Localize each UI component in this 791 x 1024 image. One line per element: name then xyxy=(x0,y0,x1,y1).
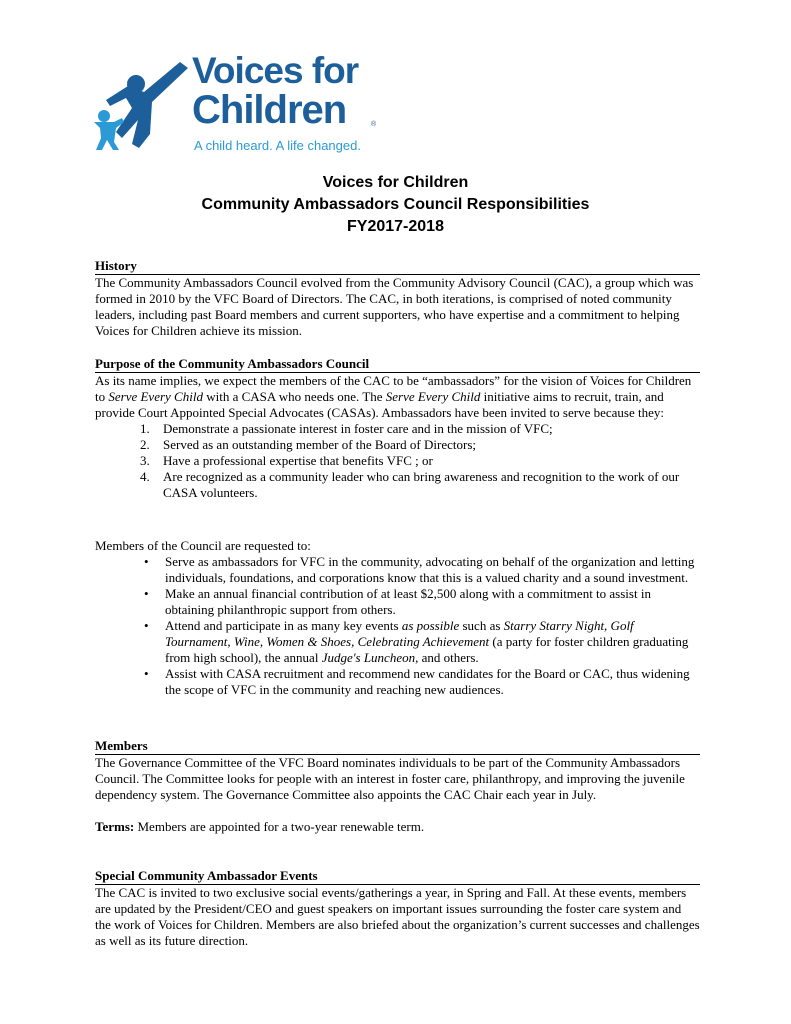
serve-every-child-phrase: Serve Every Child xyxy=(108,389,203,404)
list-item xyxy=(95,554,700,586)
purpose-text: initiative aims to recruit, train, and provide Court Appointed Special Advocates (CASAs). Ambassadors have been invited to serve because they: xyxy=(95,389,664,420)
list-item-text: Are recognized as a community leader who can bring awareness and recognition to the work of our CASA volunteers. xyxy=(163,469,680,500)
members-heading: Members xyxy=(95,738,700,755)
list-item xyxy=(95,666,700,698)
list-item-text: Have a professional expertise that benefits VFC ; or xyxy=(163,453,433,468)
terms-paragraph xyxy=(95,819,700,835)
purpose-text: with a CASA who needs one. The xyxy=(202,389,386,404)
vfc-logo xyxy=(92,52,392,152)
registered-mark: ® xyxy=(371,121,377,128)
purpose-heading: Purpose of the Community Ambassadors Council xyxy=(95,356,700,373)
terms-label: Terms: xyxy=(95,819,135,834)
requests-section xyxy=(95,538,700,698)
spacer xyxy=(95,803,700,819)
list-item xyxy=(95,586,700,618)
list-number: 2. xyxy=(140,437,150,452)
list-item-text xyxy=(165,618,688,665)
list-item xyxy=(95,618,700,666)
bullet-icon: • xyxy=(144,666,149,681)
events-section xyxy=(95,868,700,949)
list-item xyxy=(95,469,700,501)
history-paragraph: The Community Ambassadors Council evolved from the Community Advisory Council (CAC), a group which was formed in 2010 by the VFC Board of Directors. The CAC, in both iterations, is comprised of noted community leaders, including past Board members and current supporters, who have expertise and a commitment to helping Voices for Children achieve its mission. xyxy=(95,275,694,338)
event-names: Starry Starry Night, Golf Tournament, Wine, Women & Shoes, Celebrating Achievement xyxy=(165,618,634,649)
children-figures-icon xyxy=(92,58,202,150)
bullet-icon: • xyxy=(144,618,149,633)
bullet-icon: • xyxy=(144,554,149,569)
purpose-section xyxy=(95,356,700,501)
list-item xyxy=(95,453,700,469)
list-number: 1. xyxy=(140,421,150,436)
purpose-text: As its name implies, we expect the members of the CAC to be “ambassadors” for the vision of Voices for Children to xyxy=(95,373,692,404)
list-number: 3. xyxy=(140,453,150,468)
list-item-text: Make an annual financial contribution of at least $2,500 along with a commitment to assist in obtaining philanthropic support from others. xyxy=(165,586,651,617)
list-number: 4. xyxy=(140,469,150,484)
bullet-icon: • xyxy=(144,586,149,601)
list-item-text: Demonstrate a passionate interest in foster care and in the mission of VFC; xyxy=(163,421,553,436)
history-heading: History xyxy=(95,258,700,275)
event-name: Judge's Luncheon xyxy=(321,650,416,665)
list-item-text: Serve as ambassadors for VFC in the community, advocating on behalf of the organization and letting individuals, foundations, and corporations know that this is a valued charity and a sound investment. xyxy=(165,554,695,585)
list-item-text: Served as an outstanding member of the Board of Directors; xyxy=(163,437,476,452)
purpose-paragraph xyxy=(95,373,700,421)
list-item xyxy=(95,437,700,453)
serve-every-child-phrase: Serve Every Child xyxy=(385,389,481,404)
org-title: Voices for Children xyxy=(322,174,469,191)
events-heading: Special Community Ambassador Events xyxy=(95,868,700,885)
qualifications-list xyxy=(95,421,700,501)
logo-wordmark-line2: Children xyxy=(192,88,347,132)
events-paragraph: The CAC is invited to two exclusive social events/gatherings a year, in Spring and Fall. At these events, members are updated by the President/CEO and guest speakers on important issues surrounding the foster care system and the work of Voices for Children. Members are also briefed about the organization’s current successes and challenges as well as its future direction. xyxy=(95,885,700,948)
italic-run: as possible xyxy=(401,618,460,633)
logo-wordmark-line1: Voices for xyxy=(192,50,359,91)
members-paragraph: The Governance Committee of the VFC Board nominates individuals to be part of the Community Ambassadors Council. The Committee looks for people with an interest in foster care, philanthropy, and improving the juvenile dependency system. The Governance Committee also appoints the CAC Chair each year in July. xyxy=(95,755,685,802)
requests-list xyxy=(95,554,700,698)
text-run: such as xyxy=(459,618,504,633)
requests-intro: Members of the Council are requested to: xyxy=(95,538,311,553)
text-run: , and others. xyxy=(415,650,479,665)
fiscal-year: FY2017-2018 xyxy=(347,218,444,235)
list-item xyxy=(95,421,700,437)
text-run: Attend and participate in as many key events xyxy=(165,618,402,633)
text-run: (a party for foster children graduating from high school), the annual xyxy=(165,634,689,665)
document-title: Community Ambassadors Council Responsibilities xyxy=(201,196,590,213)
logo-tagline: A child heard. A life changed. xyxy=(194,138,361,153)
terms-text: Members are appointed for a two-year renewable term. xyxy=(134,819,425,834)
document-title-block xyxy=(0,172,791,238)
history-section xyxy=(95,258,700,339)
members-section xyxy=(95,738,700,835)
list-item-text: Assist with CASA recruitment and recommend new candidates for the Board or CAC, thus widening the scope of VFC in the community and reaching new audiences. xyxy=(165,666,690,697)
